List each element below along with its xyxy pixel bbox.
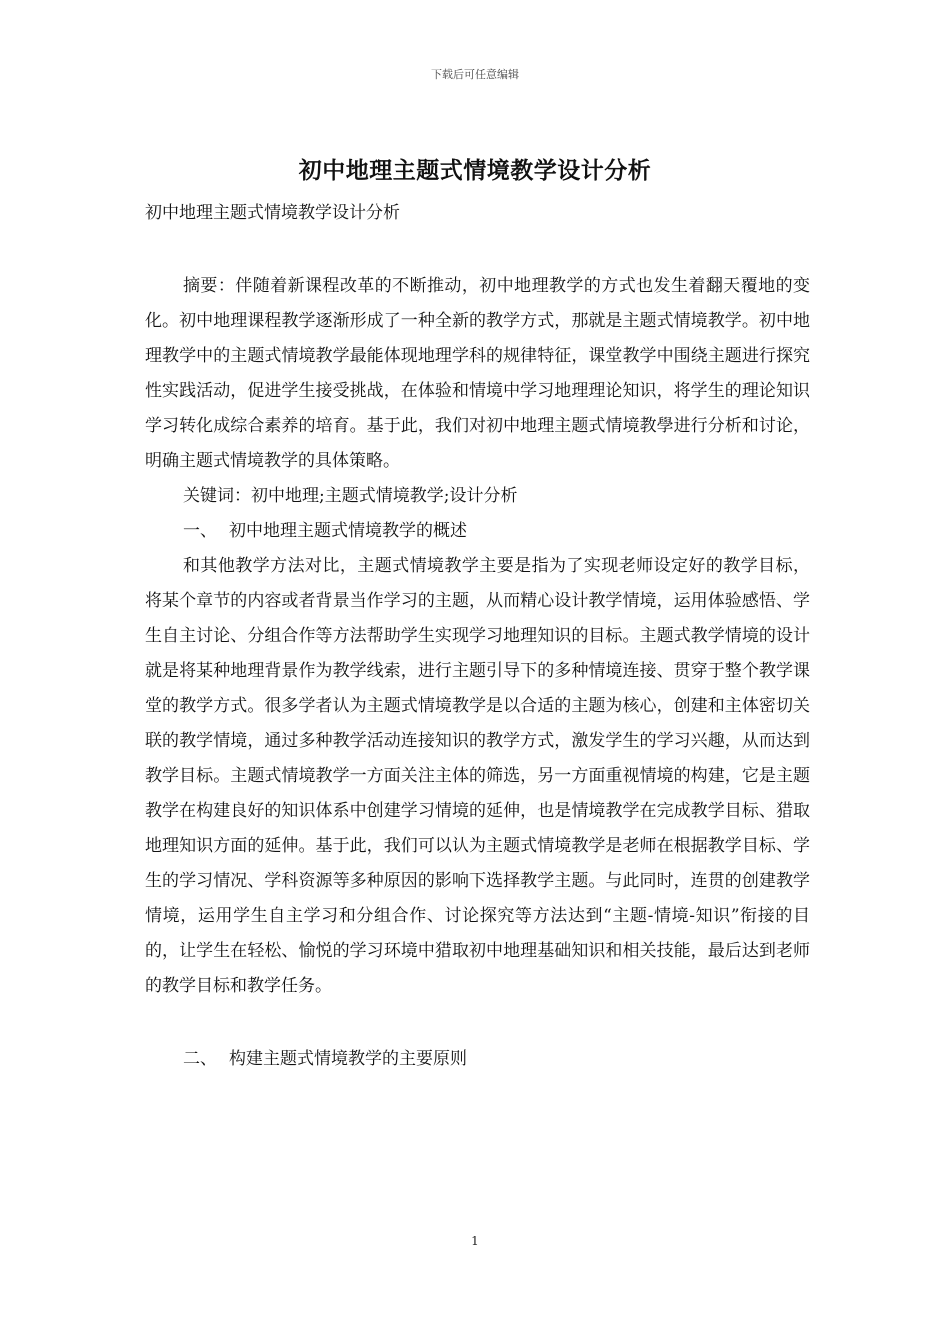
section-number: 二、 [183,1049,217,1069]
document-subtitle: 初中地理主题式情境教学设计分析 [145,203,400,223]
section-number: 一、 [183,521,217,541]
page-header-note: 下载后可任意编辑 [431,68,519,81]
section-title: 构建主题式情境教学的主要原则 [229,1049,467,1069]
document-body [145,196,810,1077]
section-1-paragraph: 和其他教学方法对比，主题式情境教学主要是指为了实现老师设定好的教学目标，将某个章节的内容或者背景当作学习的主题，从而精心设计教学情境，运用体验感悟、学生自主讨论、分组合作等方法帮助学生实现学习地理知识的目标。主题式教学情境的设计就是将某种地理背景作为教学线索，进行主题引导下的多种情境连接、贯穿于整个教学课堂的教学方式。很多学者认为主题式情境教学是以合适的主题为核心，创建和主体密切关联的教学情境，通过多种教学活动连接知识的教学方式，激发学生的学习兴趣，从而达到教学目标。主题式情境教学一方面关注主体的筛选，另一方面重视情境的构建，它是主题教学在构建良好的知识体系中创建学习情境的延伸，也是情境教学在完成教学目标、猎取地理知识方面的延伸。基于此，我们可以认为主题式情境教学是老师在根据教学目标、学生的学习情况、学科资源等多种原因的影响下选择教学主题。与此同时，连贯的创建教学情境，运用学生自主学习和分组合作、讨论探究等方法达到“主题-情境-知识”衔接的目的，让学生在轻松、愉悦的学习环境中猎取初中地理基础知识和相关技能，最后达到老师的教学目标和教学任务。 [145,556,810,996]
page-number: 1 [471,1234,479,1248]
keywords-line: 关键词：初中地理;主题式情境教学;设计分析 [183,486,518,506]
document-title: 初中地理主题式情境教学设计分析 [298,157,652,184]
section-title: 初中地理主题式情境教学的概述 [229,521,467,541]
abstract-paragraph: 摘要：伴随着新课程改革的不断推动，初中地理教学的方式也发生着翻天覆地的变化。初中地理课程教学逐渐形成了一种全新的教学方式，那就是主题式情境教学。初中地理教学中的主题式情境教学最能体现地理学科的规律特征，课堂教学中围绕主题进行探究性实践活动，促进学生接受挑战，在体验和情境中学习地理理论知识，将学生的理论知识学习转化成综合素养的培育。基于此，我们对初中地理主题式情境教學进行分析和讨论，明确主题式情境教学的具体策略。 [145,276,810,471]
section-heading-1 [145,514,810,549]
section-heading-2 [145,1042,810,1077]
